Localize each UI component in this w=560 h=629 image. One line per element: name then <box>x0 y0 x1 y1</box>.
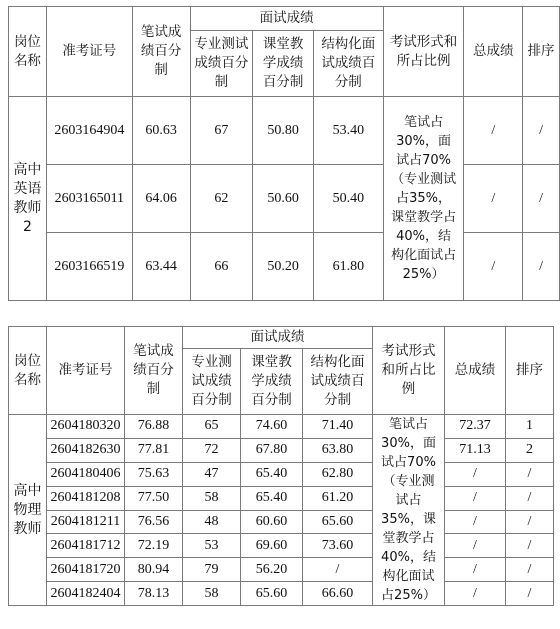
table-row <box>9 165 560 233</box>
table-row <box>9 558 554 582</box>
exam-no-cell: 2604180320 <box>47 415 125 439</box>
written-cell: 63.44 <box>132 233 190 301</box>
structured-cell: 71.40 <box>303 415 373 439</box>
rank-cell: / <box>506 486 554 510</box>
score-table-physics <box>8 326 554 606</box>
header-pro-test: 专业测试成绩百分制 <box>190 31 253 97</box>
header-structured: 结构化面试成绩百分制 <box>303 349 373 415</box>
rank-cell: / <box>506 462 554 486</box>
table-row <box>9 534 554 558</box>
total-cell: / <box>445 510 506 534</box>
header-pro-test: 专业测试成绩百分制 <box>183 349 241 415</box>
table-row <box>9 233 560 301</box>
header-total: 总成绩 <box>445 327 506 415</box>
header-post: 岗位名称 <box>9 327 47 415</box>
exam-no-cell: 2603164904 <box>46 97 132 165</box>
classroom-cell: 74.60 <box>241 415 303 439</box>
written-cell: 75.63 <box>125 462 183 486</box>
structured-cell: 62.80 <box>303 462 373 486</box>
written-cell: 60.63 <box>132 97 190 165</box>
structured-cell: 73.60 <box>303 534 373 558</box>
header-interview-group: 面试成绩 <box>183 327 373 349</box>
classroom-cell: 50.20 <box>253 233 314 301</box>
header-interview-group: 面试成绩 <box>190 7 383 31</box>
post-name-cell: 高中英语教师2 <box>9 97 47 301</box>
written-cell: 77.50 <box>125 486 183 510</box>
classroom-cell: 69.60 <box>241 534 303 558</box>
total-cell: / <box>445 534 506 558</box>
classroom-cell: 60.60 <box>241 510 303 534</box>
rank-cell: 2 <box>506 438 554 462</box>
pro-test-cell: 79 <box>183 558 241 582</box>
rank-cell: / <box>523 233 560 301</box>
header-exam-form: 考试形式和所占比例 <box>373 327 445 415</box>
total-cell: / <box>445 582 506 606</box>
score-table-english <box>8 6 560 301</box>
exam-no-cell: 2604180406 <box>47 462 125 486</box>
table-row <box>9 582 554 606</box>
total-cell: / <box>445 462 506 486</box>
pro-test-cell: 65 <box>183 415 241 439</box>
classroom-cell: 65.40 <box>241 486 303 510</box>
pro-test-cell: 67 <box>190 97 253 165</box>
written-cell: 78.13 <box>125 582 183 606</box>
header-total: 总成绩 <box>464 7 523 97</box>
structured-cell: 65.60 <box>303 510 373 534</box>
table-row <box>9 486 554 510</box>
header-classroom: 课堂教学成绩百分制 <box>253 31 314 97</box>
pro-test-cell: 48 <box>183 510 241 534</box>
pro-test-cell: 47 <box>183 462 241 486</box>
structured-cell: 63.80 <box>303 438 373 462</box>
pro-test-cell: 58 <box>183 582 241 606</box>
structured-cell: 61.80 <box>313 233 383 301</box>
written-cell: 72.19 <box>125 534 183 558</box>
total-cell: / <box>464 97 523 165</box>
structured-cell: 66.60 <box>303 582 373 606</box>
classroom-cell: 50.60 <box>253 165 314 233</box>
classroom-cell: 56.20 <box>241 558 303 582</box>
rank-cell: / <box>506 558 554 582</box>
rank-cell: / <box>506 534 554 558</box>
classroom-cell: 65.60 <box>241 582 303 606</box>
pro-test-cell: 58 <box>183 486 241 510</box>
table-row <box>9 97 560 165</box>
pro-test-cell: 62 <box>190 165 253 233</box>
header-written: 笔试成绩百分制 <box>125 327 183 415</box>
header-rank: 排序 <box>523 7 560 97</box>
structured-cell: 61.20 <box>303 486 373 510</box>
rank-cell: 1 <box>506 415 554 439</box>
table-row <box>9 415 554 439</box>
written-cell: 76.88 <box>125 415 183 439</box>
structured-cell: 53.40 <box>313 97 383 165</box>
total-cell: / <box>445 558 506 582</box>
structured-cell: / <box>303 558 373 582</box>
header-classroom: 课堂教学成绩百分制 <box>241 349 303 415</box>
post-name-cell: 高中物理教师 <box>9 415 47 606</box>
classroom-cell: 65.40 <box>241 462 303 486</box>
exam-no-cell: 2604181208 <box>47 486 125 510</box>
classroom-cell: 67.80 <box>241 438 303 462</box>
header-structured: 结构化面试成绩百分制 <box>313 31 383 97</box>
exam-ratio-cell: 笔试占30%，面试占70%（专业测试占35%，课堂教学占40%，结构化面试占25%） <box>373 415 445 606</box>
exam-no-cell: 2604181712 <box>47 534 125 558</box>
written-cell: 64.06 <box>132 165 190 233</box>
total-cell: / <box>445 486 506 510</box>
table-row <box>9 510 554 534</box>
rank-cell: / <box>523 165 560 233</box>
exam-no-cell: 2604182404 <box>47 582 125 606</box>
header-exam-no: 准考证号 <box>47 327 125 415</box>
pro-test-cell: 53 <box>183 534 241 558</box>
header-post: 岗位名称 <box>9 7 47 97</box>
header-written: 笔试成绩百分制 <box>132 7 190 97</box>
total-cell: 72.37 <box>445 415 506 439</box>
exam-no-cell: 2604182630 <box>47 438 125 462</box>
table-row <box>9 438 554 462</box>
total-cell: / <box>464 165 523 233</box>
written-cell: 80.94 <box>125 558 183 582</box>
header-rank: 排序 <box>506 327 554 415</box>
written-cell: 76.56 <box>125 510 183 534</box>
written-cell: 77.81 <box>125 438 183 462</box>
exam-no-cell: 2604181720 <box>47 558 125 582</box>
exam-no-cell: 2604181211 <box>47 510 125 534</box>
pro-test-cell: 66 <box>190 233 253 301</box>
header-exam-form: 考试形式和所占比例 <box>383 7 464 97</box>
pro-test-cell: 72 <box>183 438 241 462</box>
exam-no-cell: 2603165011 <box>46 165 132 233</box>
table-row <box>9 462 554 486</box>
total-cell: / <box>464 233 523 301</box>
exam-no-cell: 2603166519 <box>46 233 132 301</box>
classroom-cell: 50.80 <box>253 97 314 165</box>
structured-cell: 50.40 <box>313 165 383 233</box>
exam-ratio-cell: 笔试占30%，面试占70%（专业测试占35%，课堂教学占40%，结构化面试占25%） <box>383 97 464 301</box>
header-exam-no: 准考证号 <box>46 7 132 97</box>
rank-cell: / <box>506 582 554 606</box>
rank-cell: / <box>506 510 554 534</box>
rank-cell: / <box>523 97 560 165</box>
total-cell: 71.13 <box>445 438 506 462</box>
